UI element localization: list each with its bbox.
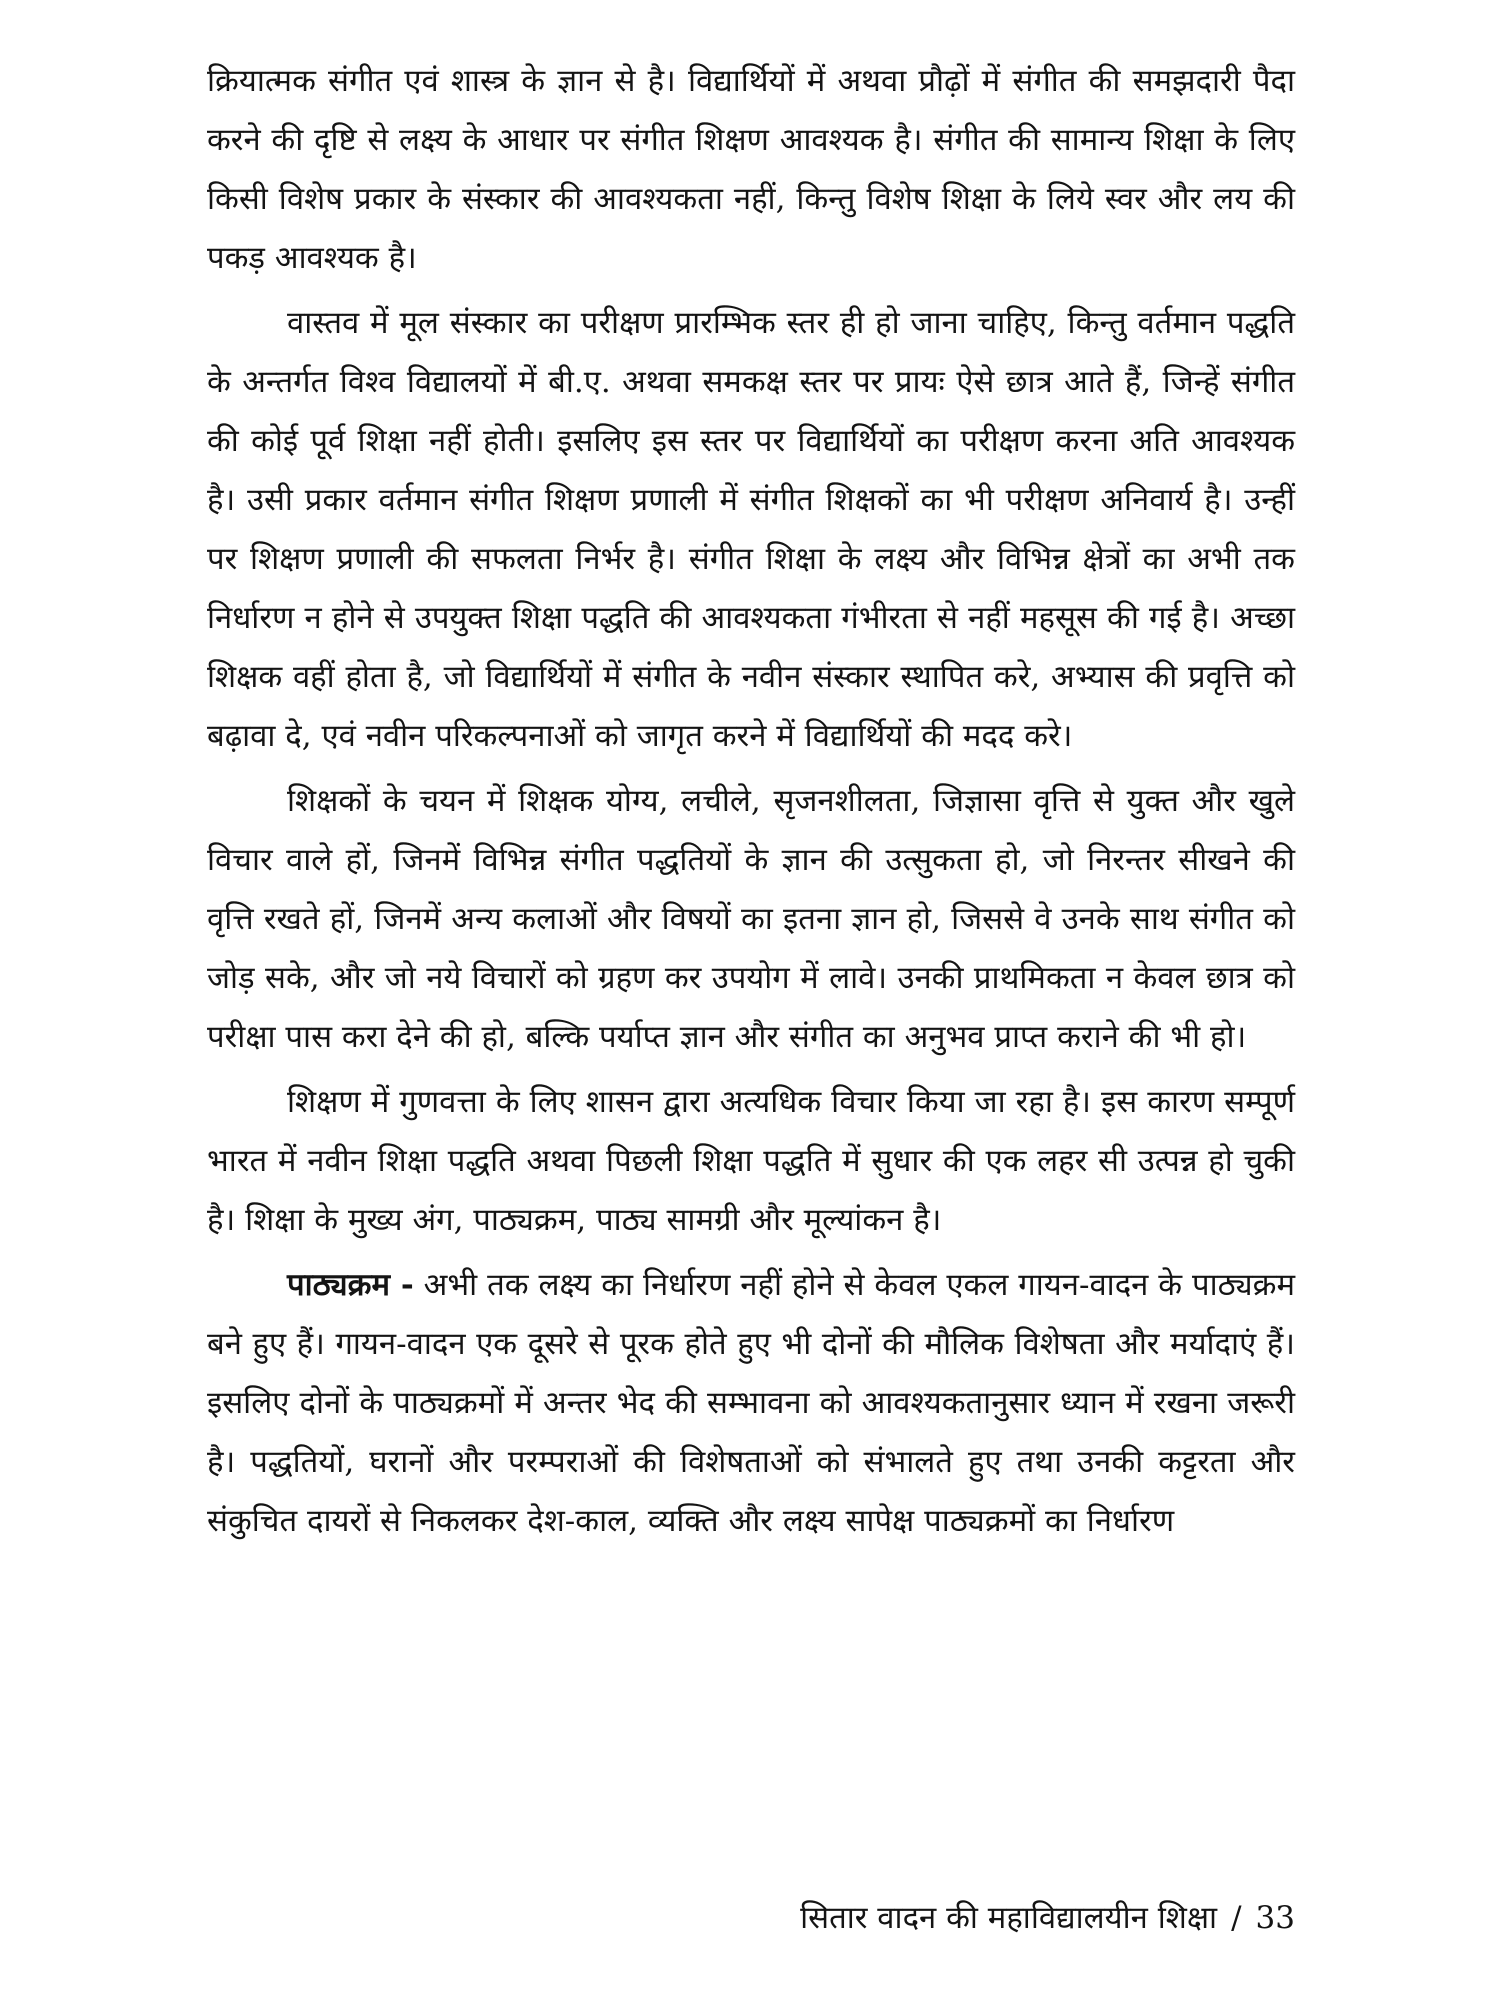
paragraph-3: शिक्षकों के चयन में शिक्षक योग्य, लचीले, सृजनशीलता, जिज्ञासा वृत्ति से युक्त और खुले विचार वाले हों, जिनमें विभिन्न संगीत पद्धतियों के ज्ञान की उत्सुकता हो, जो निरन्तर सीखने की वृत्ति रखते हों, जिनमें अन्य कलाओं और विषयों का इतना ज्ञान हो, जिससे वे उनके साथ संगीत को जोड़ सके, और जो नये विचारों को ग्रहण कर उपयोग में लावे। उनकी प्राथमिकता न केवल छात्र को परीक्षा पास करा देने की हो, बल्कि पर्याप्त ज्ञान और संगीत का अनुभव प्राप्त कराने की भी हो। xyxy=(207,783,1295,1055)
section-heading-curriculum: पाठ्यक्रम - xyxy=(287,1267,414,1303)
page-footer xyxy=(800,1898,1295,1938)
page-body xyxy=(207,52,1295,1952)
paragraph-5 xyxy=(207,1256,1295,1551)
paragraph-1: क्रियात्मक संगीत एवं शास्त्र के ज्ञान से है। विद्यार्थियों में अथवा प्रौढ़ों में संगीत की समझदारी पैदा करने की दृष्टि से लक्ष्य के आधार पर संगीत शिक्षण आवश्यक है। संगीत की सामान्य शिक्षा के लिए किसी विशेष प्रकार के संस्कार की आवश्यकता नहीं, किन्तु विशेष शिक्षा के लिये स्वर और लय की पकड़ आवश्यक है। xyxy=(207,63,1295,276)
paragraph-2: वास्तव में मूल संस्कार का परीक्षण प्रारम्भिक स्तर ही हो जाना चाहिए, किन्तु वर्तमान पद्धति के अन्तर्गत विश्व विद्यालयों में बी.ए. अथवा समकक्ष स्तर पर प्रायः ऐसे छात्र आते हैं, जिन्हें संगीत की कोई पूर्व शिक्षा नहीं होती। इसलिए इस स्तर पर विद्यार्थियों का परीक्षण करना अति आवश्यक है। उसी प्रकार वर्तमान संगीत शिक्षण प्रणाली में संगीत शिक्षकों का भी परीक्षण अनिवार्य है। उन्हीं पर शिक्षण प्रणाली की सफलता निर्भर है। संगीत शिक्षा के लक्ष्य और विभिन्न क्षेत्रों का अभी तक निर्धारण न होने से उपयुक्त शिक्षा पद्धति की आवश्यकता गंभीरता से नहीं महसूस की गई है। अच्छा शिक्षक वहीं होता है, जो विद्यार्थियों में संगीत के नवीन संस्कार स्थापित करे, अभ्यास की प्रवृत्ति को बढ़ावा दे, एवं नवीन परिकल्पनाओं को जागृत करने में विद्यार्थियों की मदद करे। xyxy=(207,305,1295,754)
paragraph-5-text: अभी तक लक्ष्य का निर्धारण नहीं होने से केवल एकल गायन-वादन के पाठ्यक्रम बने हुए हैं। गायन-वादन एक दूसरे से पूरक होते हुए भी दोनों की मौलिक विशेषता और मर्यादाएं हैं। इसलिए दोनों के पाठ्यक्रमों में अन्तर भेद की सम्भावना को आवश्यकतानुसार ध्यान में रखना जरूरी है। पद्धतियों, घरानों और परम्पराओं की विशेषताओं को संभालते हुए तथा उनकी कट्टरता और संकुचित दायरों से निकलकर देश-काल, व्यक्ति और लक्ष्य सापेक्ष पाठ्यक्रमों का निर्धारण xyxy=(207,1267,1296,1539)
book-title: सितार वादन की महाविद्यालयीन शिक्षा xyxy=(800,1900,1218,1936)
page-number: 33 xyxy=(1255,1900,1295,1936)
footer-separator: / xyxy=(1231,1900,1242,1936)
paragraph-4: शिक्षण में गुणवत्ता के लिए शासन द्वारा अत्यधिक विचार किया जा रहा है। इस कारण सम्पूर्ण भारत में नवीन शिक्षा पद्धति अथवा पिछली शिक्षा पद्धति में सुधार की एक लहर सी उत्पन्न हो चुकी है। शिक्षा के मुख्य अंग, पाठ्यक्रम, पाठ्य सामग्री और मूल्यांकन है। xyxy=(207,1084,1295,1238)
